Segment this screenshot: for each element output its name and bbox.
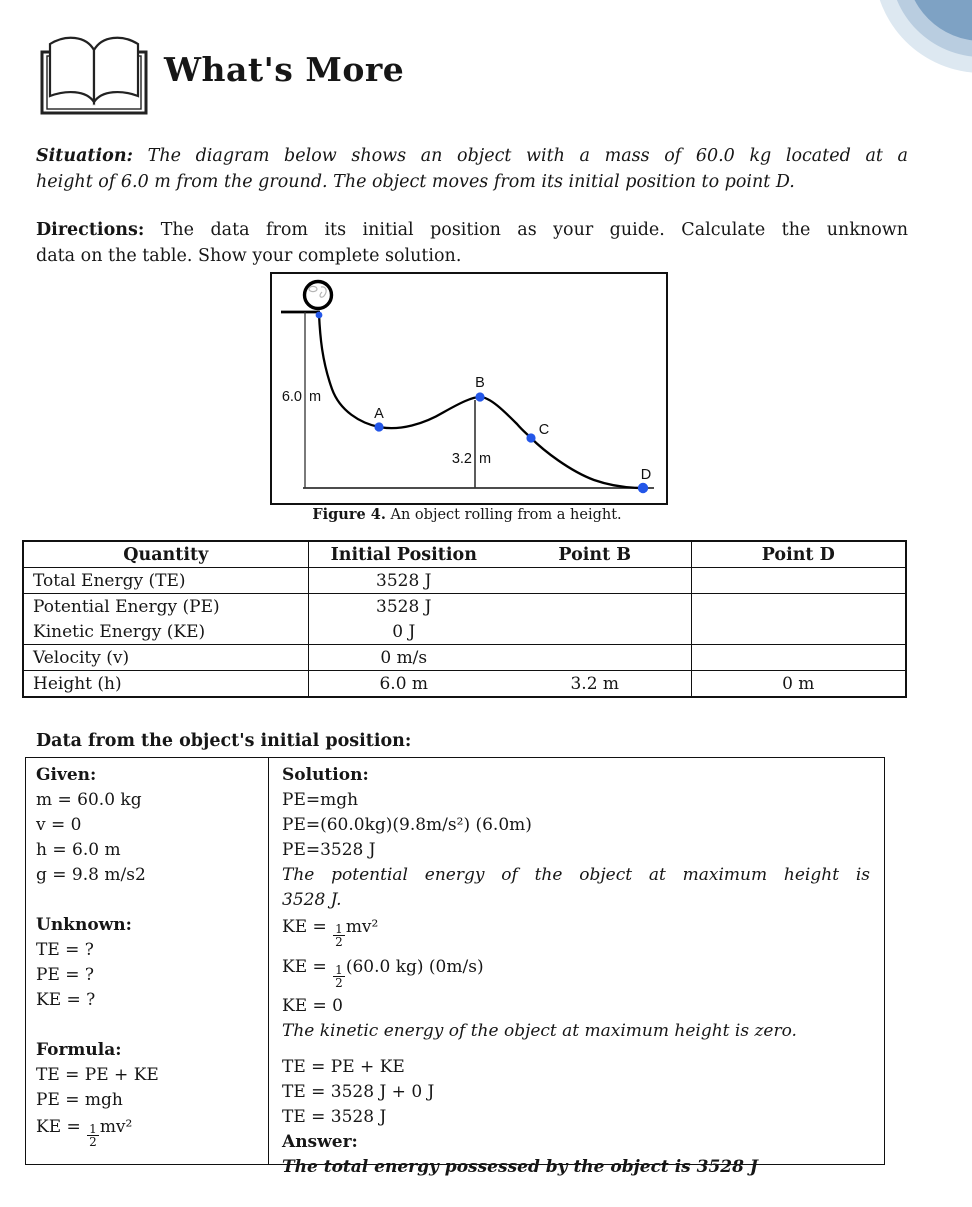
work-line: h = 6.0 m <box>36 840 121 860</box>
page-title: What's More <box>164 50 405 89</box>
work-line: Given: <box>36 765 97 785</box>
table-header-initial-position: Initial Position <box>308 541 499 568</box>
table-cell <box>499 645 691 671</box>
point-c-label: C <box>538 422 550 438</box>
situation-paragraph <box>36 143 908 195</box>
figure-caption: Figure 4. An object rolling from a height. <box>312 506 622 523</box>
work-line: KE = $\frac{1}{2}$ mv² <box>36 1117 133 1150</box>
table-cell <box>499 619 691 645</box>
work-line: PE=3528 J <box>282 840 376 860</box>
work-line: The potential energy of the object at maximum height is <box>282 865 870 885</box>
work-line: PE=mgh <box>282 790 359 810</box>
fraction: $\frac{1}{2}$ <box>89 1122 97 1150</box>
figure-caption-label: Figure 4. <box>312 506 386 523</box>
point-b-label: B <box>475 375 485 391</box>
point-a-dot <box>374 422 383 431</box>
table-cell <box>691 645 906 671</box>
work-line: TE = 3528 J <box>282 1106 387 1127</box>
point-d-dot <box>638 483 648 493</box>
work-line: Answer: <box>282 1131 358 1152</box>
work-line: KE = $\frac{1}{2}$ (60.0 kg) (0m/s) <box>282 957 484 990</box>
work-line: g = 9.8 m/s2 <box>36 865 146 885</box>
table-cell: 0 m/s <box>308 645 499 671</box>
table-cell: 0 m <box>691 671 906 698</box>
table-header-row <box>23 541 906 568</box>
figure-diagram <box>270 272 668 505</box>
height-3m-value: 3.2 <box>451 451 472 467</box>
work-line: KE = 0 <box>282 995 343 1016</box>
work-section-heading: Data from the object's initial position: <box>36 731 412 751</box>
table-cell <box>499 568 691 594</box>
situation-line1: Situation: The diagram below shows an object with a mass of 60.0 kg located at a <box>36 146 908 166</box>
work-line: TE = 3528 J + 0 J <box>282 1081 435 1102</box>
work-line: Solution: <box>282 765 369 785</box>
work-line <box>36 888 260 913</box>
height-3m-unit: m <box>479 451 492 467</box>
situation-line2: height of 6.0 m from the ground. The object moves from its initial position to point D. <box>36 172 795 192</box>
start-point-dot <box>316 312 323 319</box>
table-cell <box>499 594 691 620</box>
solution-column <box>269 758 884 1177</box>
height-6m-unit: m <box>309 389 322 405</box>
point-c-dot <box>526 433 535 442</box>
table-cell: Potential Energy (PE) <box>23 594 308 620</box>
work-line: m = 60.0 kg <box>36 790 142 810</box>
work-line: The total energy possessed by the object is 3528 J <box>282 1156 758 1177</box>
work-line: PE=(60.0kg)(9.8m/s²) (6.0m) <box>282 815 532 835</box>
rolling-object-ball <box>305 282 332 309</box>
open-book-icon <box>38 30 150 116</box>
table-cell: Kinetic Energy (KE) <box>23 619 308 645</box>
given-unknown-formula-column <box>26 758 269 1164</box>
table-row <box>23 619 906 645</box>
work-line: The kinetic energy of the object at maximum height is zero. <box>282 1020 797 1041</box>
work-line <box>36 1013 260 1038</box>
work-line: PE = mgh <box>36 1090 123 1110</box>
fraction: $\frac{1}{2}$ <box>335 922 343 950</box>
height-6m-value: 6.0 <box>281 389 302 405</box>
directions-label: Directions: <box>36 220 145 240</box>
energy-data-table <box>22 540 907 698</box>
work-line: TE = ? <box>36 940 94 960</box>
work-line: v = 0 <box>36 815 82 835</box>
table-row <box>23 671 906 698</box>
point-d-label: D <box>640 467 652 483</box>
table-cell: 6.0 m <box>308 671 499 698</box>
work-line: KE = ? <box>36 990 96 1010</box>
directions-paragraph <box>36 217 908 269</box>
table-header-quantity: Quantity <box>23 541 308 568</box>
work-line: 3528 J. <box>282 890 342 910</box>
table-cell: 3528 J <box>308 568 499 594</box>
table-cell: Velocity (v) <box>23 645 308 671</box>
work-line: TE = PE + KE <box>36 1065 159 1085</box>
table-cell <box>691 619 906 645</box>
directions-line1: Directions: The data from its initial position as your guide. Calculate the unknown <box>36 220 908 240</box>
point-b-dot <box>475 392 484 401</box>
table-header-point-d: Point D <box>691 541 906 568</box>
table-header-point-b: Point B <box>499 541 691 568</box>
table-cell: Total Energy (TE) <box>23 568 308 594</box>
situation-label: Situation: <box>36 146 134 166</box>
point-a-label: A <box>374 406 384 422</box>
table-row <box>23 568 906 594</box>
directions-line2: data on the table. Show your complete solution. <box>36 246 462 266</box>
fraction: $\frac{1}{2}$ <box>335 962 343 990</box>
solution-table <box>25 757 885 1177</box>
work-line: PE = ? <box>36 965 95 985</box>
table-cell: Height (h) <box>23 671 308 698</box>
work-line: TE = PE + KE <box>282 1056 405 1077</box>
work-line: Formula: <box>36 1040 122 1060</box>
table-cell: 3.2 m <box>499 671 691 698</box>
work-line: Unknown: <box>36 915 132 935</box>
work-line: KE = $\frac{1}{2}$ mv² <box>282 917 379 950</box>
corner-circles-decoration <box>837 0 972 125</box>
table-row <box>23 645 906 671</box>
table-cell <box>691 594 906 620</box>
table-cell: 3528 J <box>308 594 499 620</box>
table-cell <box>691 568 906 594</box>
table-row <box>23 594 906 620</box>
table-cell: 0 J <box>308 619 499 645</box>
